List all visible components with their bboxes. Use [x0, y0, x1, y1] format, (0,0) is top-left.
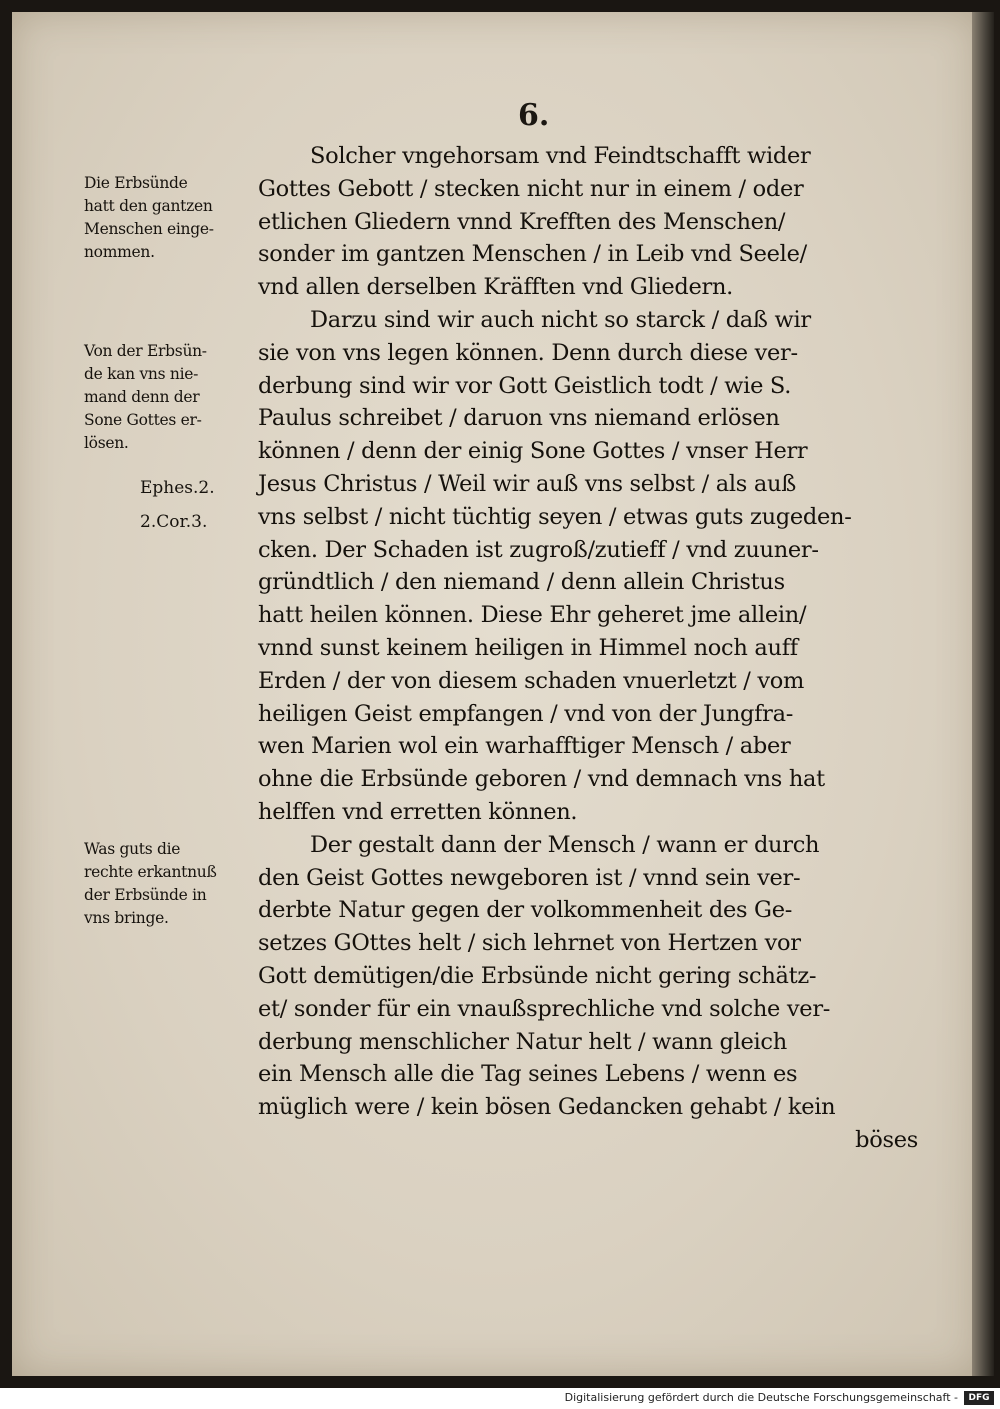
- text-line: derbung menschlicher Natur helt / wann gleich: [258, 1028, 787, 1055]
- dfg-logo: DFG: [964, 1391, 994, 1405]
- book-spine-edge: [972, 12, 994, 1376]
- text-line: hatt heilen können. Diese Ehr geheret jme allein/: [258, 602, 807, 629]
- text-line: et/ sonder für ein vnaußsprechliche vnd solche ver-: [258, 995, 831, 1022]
- margin-note-line: Menschen einge-: [84, 220, 214, 238]
- text-line: vnd allen derselben Kräfften vnd Gliedern.: [258, 274, 734, 301]
- text-line: den Geist Gottes newgeboren ist / vnnd sein ver-: [258, 864, 801, 891]
- text-line: heiligen Geist empfangen / vnd von der Jungfra-: [258, 700, 794, 727]
- margin-note-line: der Erbsünde in: [84, 886, 207, 904]
- text-line: cken. Der Schaden ist zugroß/zutieff / vnd zuuner-: [258, 536, 819, 563]
- reference-cor: 2.Cor.3.: [140, 512, 208, 532]
- text-line: helffen vnd erretten können.: [258, 798, 578, 825]
- footer-bar: [0, 1388, 1000, 1409]
- margin-note-line: vns bringe.: [84, 909, 169, 927]
- catchword: böses: [855, 1126, 918, 1153]
- margin-note-erkantnuss: [84, 838, 217, 930]
- margin-note-line: Was guts die: [84, 840, 181, 858]
- text-line: sonder im gantzen Menschen / in Leib vnd Seele/: [258, 241, 807, 268]
- margin-note-erloesen: [84, 340, 207, 455]
- text-line: derbung sind wir vor Gott Geistlich todt / wie S.: [258, 372, 792, 399]
- margin-note-line: Von der Erbsün-: [84, 342, 207, 360]
- page-number: 6.: [518, 98, 550, 133]
- margin-note-line: Sone Gottes er-: [84, 411, 202, 429]
- margin-note-line: lösen.: [84, 434, 129, 452]
- text-line: wen Marien wol ein warhafftiger Mensch / aber: [258, 733, 791, 760]
- text-line: Erden / der von diesem schaden vnuerletzt / vom: [258, 667, 805, 694]
- text-line: können / denn der einig Sone Gottes / vnser Herr: [258, 438, 808, 465]
- text-line: gründtlich / den niemand / denn allein Christus: [258, 569, 785, 596]
- text-line: etlichen Gliedern vnnd Krefften des Menschen/: [258, 208, 786, 235]
- margin-note-line: de kan vns nie-: [84, 365, 199, 383]
- text-line: vnnd sunst keinem heiligen in Himmel noch auff: [258, 634, 798, 661]
- text-line: Solcher vngehorsam vnd Feindtschafft wider: [310, 143, 811, 169]
- text-line: sie von vns legen können. Denn durch diese ver-: [258, 339, 798, 366]
- margin-note-line: hatt den gantzen: [84, 197, 213, 215]
- reference-ephes: Ephes.2.: [140, 478, 215, 498]
- text-line: Gott demütigen/die Erbsünde nicht gering schätz-: [258, 962, 817, 989]
- text-line: setzes GOttes helt / sich lehrnet von Hertzen vor: [258, 930, 801, 957]
- margin-note-line: nommen.: [84, 243, 155, 261]
- margin-note-line: Die Erbsünde: [84, 174, 188, 192]
- text-line: derbte Natur gegen der volkommenheit des Ge-: [258, 897, 793, 924]
- text-line: ohne die Erbsünde geboren / vnd demnach vns hat: [258, 766, 825, 793]
- text-line: Darzu sind wir auch nicht so starck / daß wir: [310, 306, 811, 333]
- text-line: Gottes Gebott / stecken nicht nur in einem / oder: [258, 175, 804, 202]
- text-line: Jesus Christus / Weil wir auß vns selbst / als auß: [258, 470, 796, 497]
- footer-credit: Digitalisierung gefördert durch die Deutsche Forschungsgemeinschaft -: [564, 1391, 958, 1404]
- text-line: ein Mensch alle die Tag seines Lebens / wenn es: [258, 1061, 798, 1088]
- body-text: [258, 140, 918, 1157]
- text-line: Paulus schreibet / daruon vns niemand erlösen: [258, 405, 780, 432]
- text-line: Der gestalt dann der Mensch / wann er durch: [310, 831, 820, 858]
- text-line: vns selbst / nicht tüchtig seyen / etwas guts zugeden-: [258, 503, 852, 530]
- margin-note-line: rechte erkantnuß: [84, 863, 217, 881]
- text-line: müglich were / kein bösen Gedancken gehabt / kein: [258, 1094, 836, 1121]
- margin-note-erbsuende: [84, 172, 214, 264]
- margin-note-line: mand denn der: [84, 388, 200, 406]
